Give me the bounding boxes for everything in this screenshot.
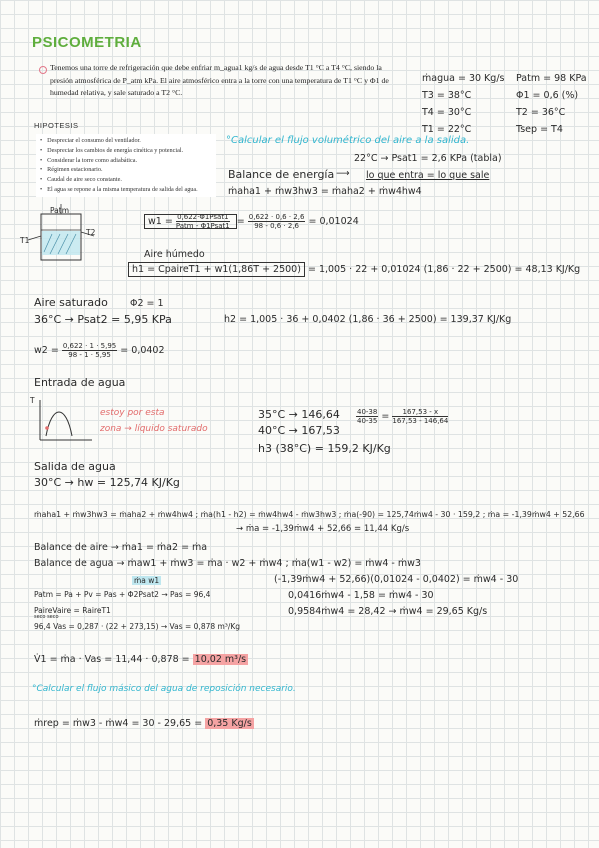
aire-humedo-label: Aire húmedo [144, 249, 205, 260]
vdot-calc: V̇1 = ṁa · Vas = 11,44 · 0,878 = [34, 654, 193, 665]
t35-line: 35°C → 146,64 [258, 408, 340, 421]
w1-den: Patm - Φ1Psat1 [175, 222, 230, 230]
interp-frac-2 [392, 408, 448, 425]
given-item: ṁagua = 30 Kg/s [422, 73, 505, 84]
w1-num: 0,622·Φ1Psat1 [177, 213, 229, 221]
w2-lhs: w2 = [34, 345, 59, 356]
energy-balance-label: Balance de energía [228, 168, 335, 181]
location-pin-icon [39, 66, 47, 74]
aire-saturado-label: Aire saturado [34, 296, 108, 309]
hypothesis-item: • Despreciar el consumo del ventilador. [40, 136, 212, 146]
water-balance: Balance de agua → ṁaw1 + ṁw3 = ṁa · w2 + ṁw4 ; ṁa(w1 - w2) = ṁw4 - ṁw3 [34, 558, 421, 569]
interp-d: 167,53 - 146,64 [392, 417, 449, 425]
interp-c: 167,53 - x [392, 408, 448, 417]
h1-calc: = 1,005 · 22 + 0,01024 (1,86 · 22 + 2500) = 48,13 KJ/Kg [307, 264, 581, 275]
arrow-right-icon: ⟶ [336, 168, 350, 179]
interp-b: 40-35 [357, 417, 378, 425]
w1-eq: = [236, 216, 248, 227]
patm-decomposition: Patm = Pa + Pv = Pas + Φ2Psat2 → Pas = 96,4 [34, 590, 211, 599]
given-item: Tsep = T4 [516, 124, 563, 135]
substitution-box: ṁa w1 [134, 576, 160, 585]
air-balance: Balance de aire → ṁa1 = ṁa2 = ṁa [34, 542, 208, 553]
problem-statement: Tenemos una torre de refrigeración que debe enfriar m_agua1 kg/s de agua desde T1 °C a T4 °C, siendo la presión atmosférica de P_atm kPa. El aire atmosférico entra a la torre con una temperatura de T1 °C y Φ1 de humedad relativa, y sale saturado a T2 °C. [50, 63, 389, 97]
hypothesis-item: • Caudal de aire seco constante. [40, 175, 212, 185]
energy-balance-note: lo que entra = lo que sale [366, 170, 490, 181]
note-zone-2: zona → líquido saturado [100, 424, 208, 434]
psat2-line: 36°C → Psat2 = 5,95 KPa [34, 313, 172, 326]
given-item: T2 = 36°C [516, 107, 566, 118]
mass-equation-2: 0,0416ṁw4 - 1,58 = ṁw4 - 30 [288, 590, 434, 601]
makeup-water-line [34, 718, 254, 729]
interpolation: $\frac{40-38}{40-35}$ = $\frac{167,53 - x}{167,53 - 146,64}$ [357, 408, 449, 425]
hypothesis-item: • El agua se repone a la misma temperatura de salida del agua. [40, 185, 212, 195]
makeup-result: 0,35 Kg/s [207, 718, 252, 729]
diagram-t1-label: T1 [20, 236, 30, 245]
w2-fraction [62, 342, 117, 359]
w1-fraction-values [248, 213, 306, 230]
t40-line: 40°C → 167,53 [258, 424, 340, 437]
givens-column-1 [422, 70, 504, 138]
energy-balance-equation: ṁaha1 + ṁw3hw3 = ṁaha2 + ṁw4hw4 [228, 186, 422, 197]
page-title: PSICOMETRIA [32, 34, 142, 51]
w2-num: 0,622 · 1 · 5,95 [62, 342, 117, 350]
hypothesis-item: • Despreciar los cambios de energía cinética y potencial. [40, 146, 212, 156]
h3-line: h3 (38°C) = 159,2 KJ/Kg [258, 442, 391, 455]
w1-fraction [176, 213, 230, 230]
givens-column-2 [516, 70, 587, 138]
vdot-result: 10,02 m³/s [194, 654, 247, 665]
w1-num2: 0,622 · 0,6 · 2,6 [248, 213, 305, 221]
hypotheses-title: HIPOTESIS [34, 121, 79, 130]
given-item: T1 = 22°C [422, 124, 472, 135]
given-item: Φ1 = 0,6 (%) [516, 90, 579, 101]
section-2-heading: °Calcular el flujo másico del agua de reposición necesario. [32, 684, 296, 694]
h2-line: h2 = 1,005 · 36 + 0,0402 (1,86 · 36 + 2500) = 139,37 KJ/Kg [224, 314, 512, 325]
entrada-agua-label: Entrada de agua [34, 376, 126, 389]
w2-line [34, 342, 165, 359]
w1-den2: 98 - 0,6 · 2,6 [254, 222, 300, 230]
w1-result: = 0,01024 [308, 216, 359, 227]
given-item: T4 = 30°C [422, 107, 472, 118]
h1-formula-box: h1 = CpaireT1 + w1(1,86T + 2500) [128, 262, 305, 277]
mass-equation-3: 0,9584ṁw4 = 28,42 → ṁw4 = 29,65 Kg/s [288, 606, 488, 617]
note-zone-1: estoy por esta [100, 408, 165, 418]
diagram-t2-label: T2 [86, 228, 96, 237]
ma-result: → ṁa = -1,39ṁw4 + 52,66 = 11,44 Kg/s [236, 524, 410, 534]
interp-a: 40-38 [357, 408, 378, 416]
w1-lhs: w1 = [148, 216, 173, 227]
hypotheses-list [36, 134, 216, 197]
diagram-patm-label: Patm [50, 206, 70, 215]
w1-formula-box [144, 214, 237, 229]
given-item: T3 = 38°C [422, 90, 472, 101]
hypothesis-item: • Régimen estacionario. [40, 165, 212, 175]
ideal-gas-subscript: seco seco [34, 614, 59, 620]
w1-formula [144, 213, 359, 230]
w2-den: 98 - 1 · 5,95 [68, 351, 111, 359]
specific-volume-calc: 96,4 Vas = 0,287 · (22 + 273,15) → Vas = 0,878 m³/Kg [34, 622, 241, 631]
volumetric-flow-line [34, 654, 248, 665]
hypothesis-item: • Considerar la torre como adiabática. [40, 156, 212, 166]
salida-agua-line: 30°C → hw = 125,74 KJ/Kg [34, 476, 180, 489]
mass-equation-1: (-1,39ṁw4 + 52,66)(0,01024 - 0,0402) = ṁw4 - 30 [274, 574, 519, 585]
aire-humedo-equation [128, 264, 580, 275]
energy-balance-expansion: ṁaha1 + ṁw3hw3 = ṁaha2 + ṁw4hw4 ; ṁa(h1 - h2) = ṁw4hw4 - ṁw3hw3 ; ṁa(-90) = 125,74ṁw4 - 30 · 159,2 ; ṁa = -1,39ṁw4 + 52,66 [34, 510, 585, 519]
given-item: Patm = 98 KPa [516, 73, 587, 84]
ideal-gas-law: PaireVaire = RaireT1 [34, 606, 111, 615]
axis-t-label: T [30, 396, 35, 405]
saturation-curve-diagram [34, 396, 94, 446]
salida-agua-label: Salida de agua [34, 460, 116, 473]
psat1-line: 22°C → Psat1 = 2,6 KPa (tabla) [354, 153, 502, 164]
section-1-heading: °Calcular el flujo volumétrico del aire a la salida. [226, 135, 470, 146]
interp-frac-1 [356, 408, 378, 425]
phi2-value: Φ2 = 1 [130, 298, 164, 309]
w2-result: = 0,0402 [120, 345, 165, 356]
makeup-calc: ṁrep = ṁw3 - ṁw4 = 30 - 29,65 = [34, 718, 206, 729]
